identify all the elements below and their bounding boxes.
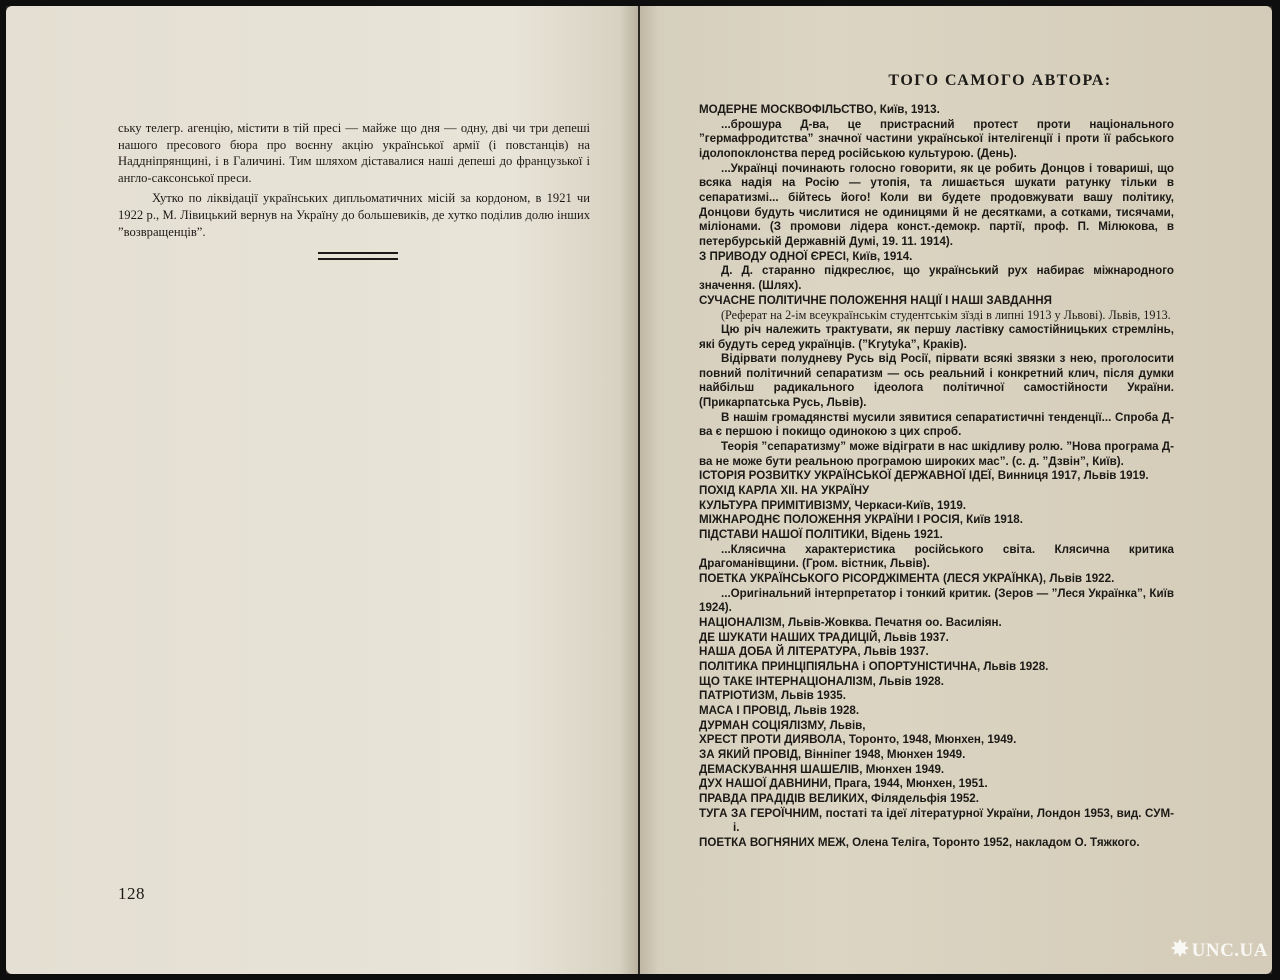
bibliography-title: ДЕМАСКУВАННЯ ШАШЕЛІВ, Мюнхен 1949. — [699, 762, 945, 776]
bibliography-title: ДУРМАН СОЦІЯЛІЗМУ, Львів, — [699, 718, 866, 732]
watermark — [1171, 936, 1268, 962]
page-number: 128 — [118, 884, 145, 903]
bibliography-title: ПРАВДА ПРАДІДІВ ВЕЛИКИХ, Філядельфія 1952. — [699, 791, 979, 805]
bibliography-title: МАСА І ПРОВІД, Львів 1928. — [699, 703, 860, 717]
bibliography-review: Теорія ”сепаратизму” може відіграти в нас шкідливу ролю. ”Нова програма Д-ва не може бути реальною програмою широких мас”. (с. д. ”Дзвін”, Київ). — [699, 440, 1174, 468]
double-rule-divider — [318, 252, 398, 260]
bibliography-title: ПІДСТАВИ НАШОЇ ПОЛІТИКИ, Відень 1921. — [699, 528, 943, 542]
bibliography-title: ПОЕТКА ВОГНЯНИХ МЕЖ, Олена Теліга, Торонто 1952, накладом О. Тяжкого. — [699, 835, 1140, 849]
bibliography-title: ДУХ НАШОЇ ДАВНИНИ, Прага, 1944, Мюнхен, 1951. — [699, 777, 988, 791]
book-spread — [6, 6, 1272, 974]
bibliography-title: МІЖНАРОДНЄ ПОЛОЖЕННЯ УКРАЇНИ І РОСІЯ, Київ 1918. — [699, 513, 1023, 527]
bibliography-title: НАША ДОБА Й ЛІТЕРАТУРА, Львів 1937. — [699, 645, 929, 659]
bibliography-review: (Реферат на 2-ім всеукраїнськім студентськім зїзді в липні 1913 у Львові). Львів, 1913. — [721, 308, 1171, 323]
bibliography-title: ПОЛІТИКА ПРИНЦІПІЯЛЬНА і ОПОРТУНІСТИЧНА, Львів 1928. — [699, 659, 1049, 673]
bibliography-title: ТУГА ЗА ГЕРОЇЧНИМ, постаті та ідеї літературної України, Лондон 1953, вид. СУМ-і. — [699, 806, 1174, 835]
star-icon: ✸ — [1170, 936, 1190, 961]
watermark-text: UNC.UA — [1191, 940, 1268, 961]
bibliography-title: З ПРИВОДУ ОДНОЇ ЄРЕСІ, Київ, 1914. — [699, 249, 913, 263]
bibliography-review: В нашім громадянстві мусили зявитися сепаратистичні тенденції... Спроба Д-ва є першою і покищо одинокою з цих спроб. — [699, 410, 1174, 439]
bibliography-title: НАЦІОНАЛІЗМ, Львів-Жовква. Печатня оо. Василіян. — [699, 615, 1002, 629]
bibliography-review: ...Оригінальний інтерпретатор і тонкий критик. (Зеров — ”Леся Українка”, Київ 1924). — [699, 586, 1174, 615]
left-paragraph: ську телегр. агенцію, містити в тій пресі — майже що дня — одну, дві чи три депеші нашого пресового бюра про воєнну акцію української армії (і повстанців) на Наддніпрянщині, і в Галичині. Тим шляхом діставалися наші депеші до французької і англо-саксонської преси. — [118, 121, 590, 185]
bibliography-title: ЗА ЯКИЙ ПРОВІД, Вінніпег 1948, Мюнхен 1949. — [699, 747, 966, 761]
bibliography-review: Цю річ належить трактувати, як першу ластівку самостійницьких стремлінь, які будуть серед українців. (”Kгytyka”, Краків). — [699, 322, 1174, 351]
bibliography-review: ...Клясична характеристика російського світа. Клясична критика Драгоманівщини. (Гром. вістник, Львів). — [699, 542, 1174, 571]
bibliography-title: ПОЕТКА УКРАЇНСЬКОГО РІСОРДЖІМЕНТА (ЛЕСЯ УКРАЇНКА), Львів 1922. — [699, 572, 1115, 585]
left-paragraph: Хутко по ліквідації українських дипльоматичних місій за кордоном, в 1921 чи 1922 р., М. Лівицький вернув на Україну до большевиків, де хутко поділив долю інших ”возвращенців”. — [118, 191, 590, 239]
bibliography-review: ...Українці починають голосно говорити, як це робить Донцов і товариші, що всяка надія на Росію — утопія, та лишається шукати ратунку тільки в сепаратизмі... бійтесь його! Коли ви будете продовжувати вашу політику, Донцови будуть числитися не одиницями й не десятками, а сотками, тисячами, міліонами. (З промови лідера конст.-демокр. партії, проф. П. Мілюкова, в петербурській Державній Думі, 19. 11. 1914). — [699, 161, 1174, 248]
bibliography-title: ЩО ТАКЕ ІНТЕРНАЦІОНАЛІЗМ, Львів 1928. — [699, 674, 944, 688]
bibliography-title: КУЛЬТУРА ПРИМІТИВІЗМУ, Черкаси-Київ, 1919. — [699, 498, 966, 512]
bibliography-title: ІСТОРІЯ РОЗВИТКУ УКРАЇНСЬКОЇ ДЕРЖАВНОЇ ІДЕЇ, Винниця 1917, Львів 1919. — [699, 469, 1149, 483]
bibliography-title: ПОХІД КАРЛА XII. НА УКРАЇНУ — [699, 484, 870, 498]
bibliography-title: ХРЕСТ ПРОТИ ДИЯВОЛА, Торонто, 1948, Мюнхен, 1949. — [699, 733, 1017, 747]
bibliography-title: ДЕ ШУКАТИ НАШИХ ТРАДИЦІЙ, Львів 1937. — [699, 630, 949, 644]
bibliography-review: ...брошура Д-ва, це пристрасний протест проти національного ”гермафродитства” значної частини української інтелігенції і проти її рабського ідолопоклонства перед російською культурою. (День). — [699, 117, 1174, 160]
left-page — [6, 6, 638, 974]
bibliography-title: ПАТРІОТИЗМ, Львів 1935. — [699, 689, 846, 703]
bibliography-review: Відірвати полудневу Русь від Росії, пірвати всякі звязки з нею, проголосити повний політичний сепаратизм — ось реальний і конкретний клич, після думки найбільш радикального ідеолога політичної самостійности України. (Прикарпатська Русь, Львів). — [699, 352, 1174, 410]
bibliography-title: МОДЕРНЕ МОСКВОФІЛЬСТВО, Київ, 1913. — [699, 103, 940, 116]
bibliography-title: СУЧАСНЕ ПОЛІТИЧНЕ ПОЛОЖЕННЯ НАЦІЇ І НАШІ ЗАВДАННЯ — [699, 293, 1052, 307]
bibliography-review: Д. Д. старанно підкреслює, що український рух набирає міжнародного значення. (Шлях). — [699, 264, 1174, 292]
right-page — [640, 6, 1272, 974]
left-page-text — [118, 120, 590, 240]
bibliography-heading: ТОГО САМОГО АВТОРА: — [888, 72, 1112, 89]
bibliography-list — [699, 103, 1174, 850]
